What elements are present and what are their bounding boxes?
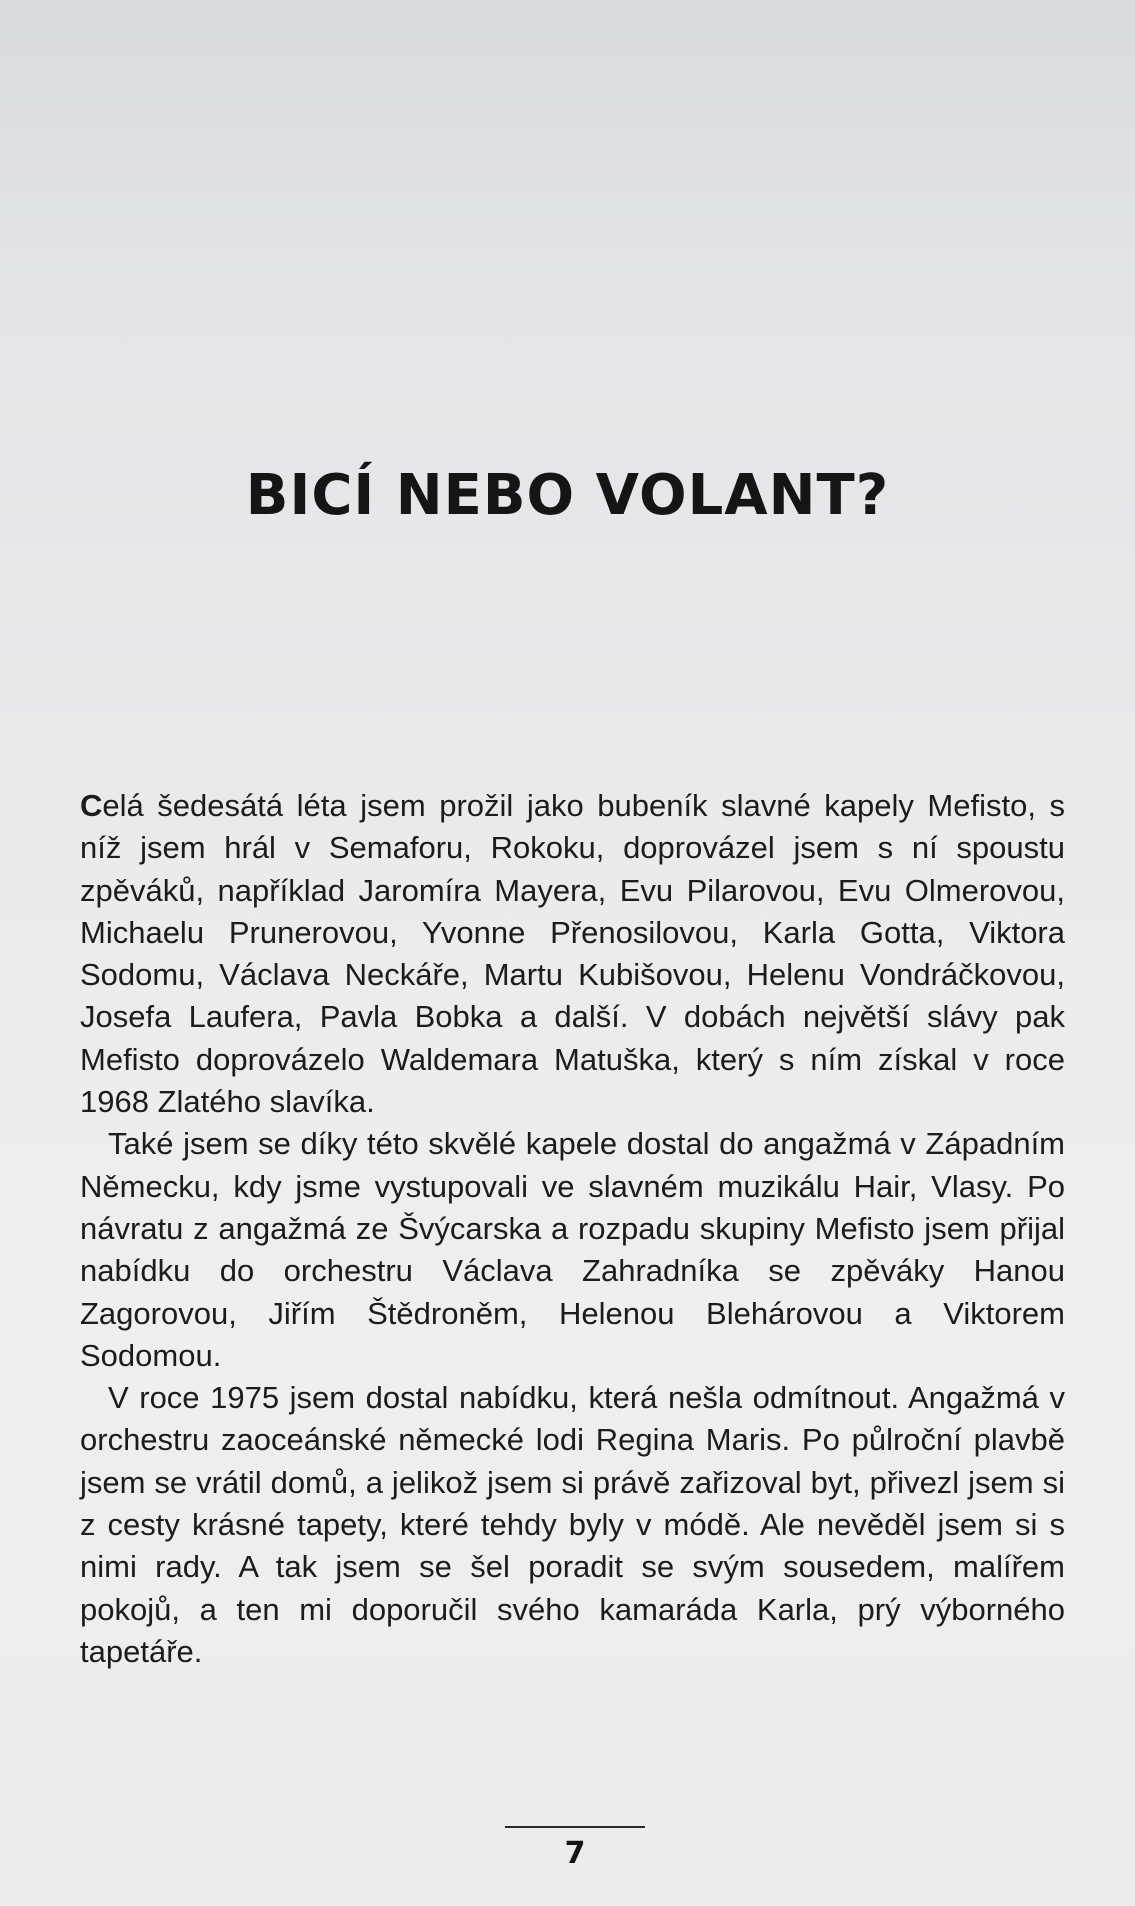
page-number: 7 — [564, 1836, 586, 1871]
paragraph-1-text: elá šedesátá léta jsem prožil jako bubeník slavné kapely Mefisto, s níž jsem hrál v Semaforu, Rokoku, doprovázel jsem s ní spoustu zpěváků, například Jaromíra Mayera, Evu Pilarovou, Evu Olmerovou, Michaelu Prunerovou, Yvonne Přenosilovou, Karla Gotta, Viktora Sodomu, Václava Neckáře, Martu Kubišovou, Helenu Vondráčkovou, Josefa Laufera, Pavla Bobka a další. V dobách největší slávy pak Mefisto doprovázelo Waldemara Matuška, který s ním získal v roce 1968 Zlatého slavíka. — [80, 788, 1065, 1120]
paragraph-3: V roce 1975 jsem dostal nabídku, která nešla odmítnout. Angažmá v orchestru zaoceánské německé lodi Regina Maris. Po půlroční plavbě jsem se vrátil domů, a jelikož jsem si právě zařizoval byt, přivezl jsem si z cesty krásné tapety, které tehdy byly v módě. Ale nevěděl jsem si s nimi rady. A tak jsem se šel poradit se svým sousedem, malířem pokojů, a ten mi doporučil svého kamaráda Karla, prý výborného tapetáře. — [80, 1380, 1065, 1669]
initial-letter: C — [80, 788, 103, 823]
paragraph-2: Také jsem se díky této skvělé kapele dostal do angažmá v Západním Německu, kdy jsme vystupovali ve slavném muzikálu Hair, Vlasy. Po návratu z angažmá ze Švýcarska a rozpadu skupiny Mefisto jsem přijal nabídku do orchestru Václava Zahradníka se zpěváky Hanou Zagorovou, Jiřím Štědroněm, Helenou Blehárovou a Viktorem Sodomou. — [80, 1126, 1065, 1373]
paragraph-1 — [80, 785, 1065, 1123]
footer-divider — [505, 1826, 645, 1828]
chapter-body — [80, 785, 1065, 1673]
chapter-title: BICÍ NEBO VOLANT? — [245, 462, 890, 528]
